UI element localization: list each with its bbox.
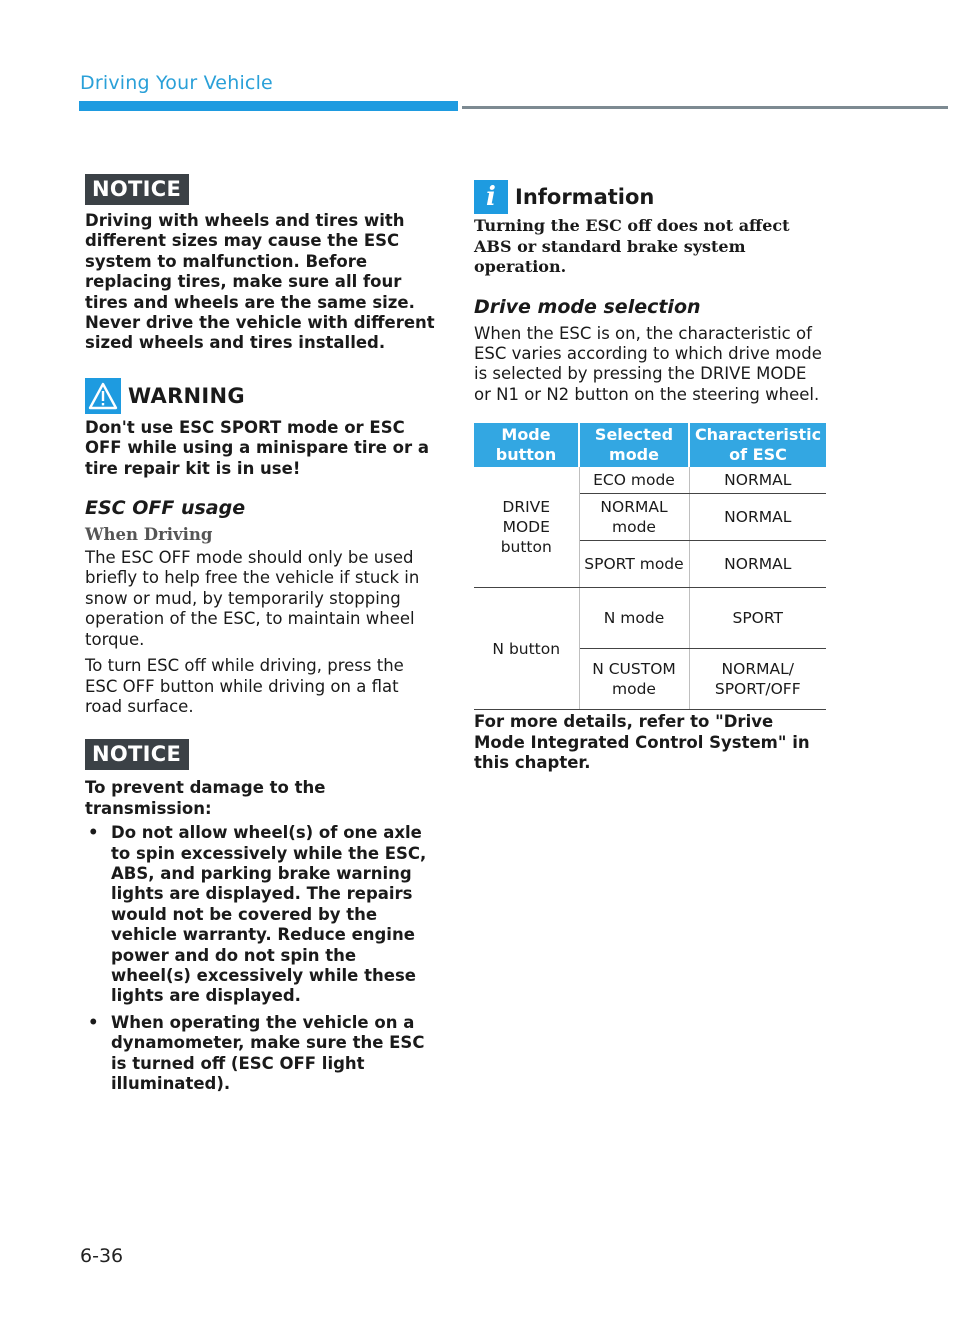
drive-mode-table — [474, 423, 826, 710]
notice-bullet: • When operating the vehicle on a dynamometer, make sure the ESC is turned off (ESC OFF light illuminated). — [85, 1013, 440, 1095]
table-row — [474, 467, 826, 494]
selected-mode-cell: NORMAL mode — [579, 494, 689, 541]
information-heading — [474, 180, 826, 214]
right-column — [474, 180, 826, 773]
esc-characteristic-cell: NORMAL — [689, 467, 826, 494]
warning-block — [85, 378, 440, 479]
drive-mode-heading: Drive mode selection — [474, 295, 701, 318]
info-icon: i — [474, 180, 508, 214]
warning-label: WARNING — [128, 383, 245, 408]
selected-mode-cell: SPORT mode — [579, 541, 689, 588]
table-header-row — [474, 423, 826, 467]
column-header: Selected mode — [579, 423, 689, 467]
notice-bullet: • Do not allow wheel(s) of one axle to spin excessively while the ESC, ABS, and parking brake warning lights are displayed. The repairs would not be covered by the vehicle warranty. Reduce engine power and do not spin the wheel(s) excessively while these lights are displayed. — [85, 823, 440, 1007]
esc-characteristic-cell: NORMAL/ SPORT/OFF — [689, 649, 826, 710]
column-header: Mode button — [474, 423, 579, 467]
notice-block-1 — [85, 174, 440, 354]
esc-characteristic-cell: NORMAL — [689, 541, 826, 588]
information-block — [474, 180, 826, 278]
warning-text: Don't use ESC SPORT mode or ESC OFF while using a minispare tire or a tire repair kit is in use! — [85, 417, 430, 478]
selected-mode-cell: N CUSTOM mode — [579, 649, 689, 710]
warning-triangle-icon — [85, 378, 121, 414]
notice-tag: NOTICE — [85, 739, 189, 770]
table-footer-note: For more details, refer to "Drive Mode Integrated Control System" in this chapter. — [474, 712, 810, 772]
esc-off-paragraph-1: The ESC OFF mode should only be used briefly to help free the vehicle if stuck in snow or mud, by temporarily stopping operation of the ESC, to maintain wheel torque. — [85, 548, 420, 649]
left-column — [85, 174, 440, 1094]
notice-bullet-list — [85, 823, 440, 1094]
page-header-title: Driving Your Vehicle — [80, 72, 273, 94]
drive-mode-paragraph: When the ESC is on, the characteristic of ESC varies according to which drive mode is selected by pressing the DRIVE MODE or N1 or N2 button on the steering wheel. — [474, 323, 822, 404]
warning-heading — [85, 378, 440, 414]
esc-off-heading: ESC OFF usage — [85, 497, 246, 520]
column-header: Characteristic of ESC — [689, 423, 826, 467]
notice-block-2 — [85, 739, 440, 1094]
header-accent-bar — [79, 101, 458, 111]
notice-text: Driving with wheels and tires with different sizes may cause the ESC system to malfunction. Before replacing tires, make sure all four tires and wheels are the same size. Never drive the vehicle with different sized wheels and tires installed. — [85, 211, 435, 353]
notice-tag: NOTICE — [85, 174, 189, 205]
mode-button-cell: DRIVE MODE button — [474, 467, 579, 588]
esc-characteristic-cell: SPORT — [689, 588, 826, 649]
esc-off-section — [85, 497, 440, 717]
header-divider — [462, 106, 948, 109]
mode-button-cell: N button — [474, 588, 579, 710]
esc-characteristic-cell: NORMAL — [689, 494, 826, 541]
when-driving-subheading: When Driving — [85, 525, 213, 545]
information-title: Information — [515, 185, 655, 209]
selected-mode-cell: ECO mode — [579, 467, 689, 494]
esc-off-paragraph-2: To turn ESC off while driving, press the ESC OFF button while driving on a flat road surface. — [85, 656, 404, 716]
selected-mode-cell: N mode — [579, 588, 689, 649]
notice-intro: To prevent damage to the transmission: — [85, 778, 326, 818]
information-text: Turning the ESC off does not affect ABS or standard brake system operation. — [474, 216, 790, 276]
table-row — [474, 588, 826, 649]
drive-mode-section — [474, 296, 826, 774]
page-number: 6-36 — [80, 1245, 124, 1267]
